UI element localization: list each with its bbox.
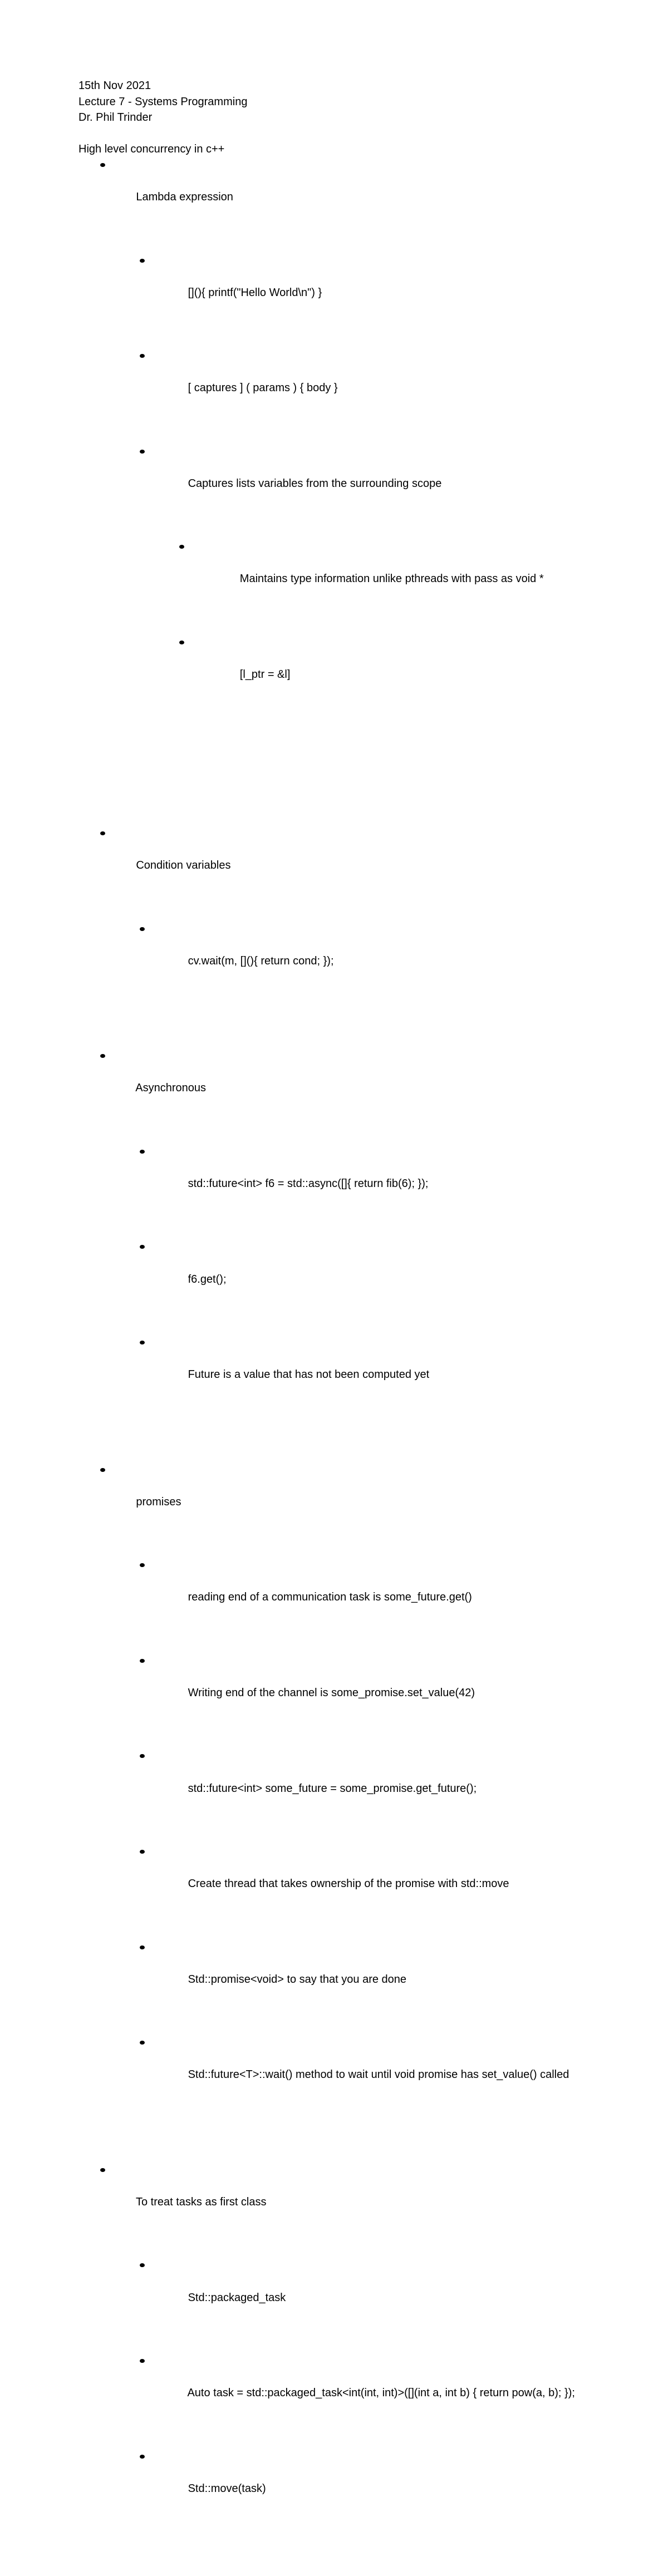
- list-item-label: To treat tasks as first class: [135, 2196, 267, 2208]
- list-item: [117, 1048, 575, 1462]
- bullet-icon: [140, 354, 145, 358]
- bullet-icon: [100, 831, 105, 835]
- bullet-icon: [140, 450, 145, 454]
- list-item: [157, 1239, 575, 1303]
- list-item-label: Condition variables: [136, 859, 231, 872]
- list-item: [117, 1462, 575, 2163]
- list-item-label: [](){ printf("Hello World\n") }: [188, 286, 322, 299]
- lecturer-name: Dr. Phil Trinder: [78, 111, 153, 124]
- list-item: [157, 1940, 575, 2003]
- bullet-icon: [140, 1659, 145, 1663]
- list-item: [117, 826, 575, 1048]
- list-item-label: Maintains type information unlike pthreads with pass as void *: [239, 573, 544, 585]
- list-item: [157, 2449, 575, 2513]
- sub-list: [157, 1112, 575, 1431]
- bullet-icon: [140, 259, 145, 263]
- list-item-label: std::future<int> some_future = some_promise.get_future();: [188, 1782, 477, 1795]
- bullet-icon: [140, 1341, 145, 1344]
- bullet-icon: [140, 1150, 145, 1154]
- bullet-icon: [100, 163, 105, 167]
- lecture-title: Lecture 7 - Systems Programming: [78, 95, 248, 108]
- list-item: [117, 2163, 575, 2576]
- list-item-label: Lambda expression: [136, 191, 233, 204]
- list-item-label: promises: [136, 1495, 181, 1508]
- bullet-icon: [140, 2041, 145, 2045]
- list-item: [157, 1844, 575, 1908]
- bullet-icon: [140, 1245, 145, 1249]
- bullet-icon: [140, 1945, 145, 1949]
- list-item-label: [ captures ] ( params ) { body }: [188, 382, 338, 395]
- list-item-label: reading end of a communication task is some_future.get(): [188, 1591, 472, 1604]
- list-item-label: cv.wait(m, [](){ return cond; });: [188, 954, 334, 967]
- list-item-label: Std::future<T>::wait() method to wait until void promise has set_value() called: [188, 2068, 569, 2081]
- bullet-icon: [140, 1850, 145, 1854]
- list-item: [157, 1335, 575, 1398]
- list-item-label: Writing end of the channel is some_promise.set_value(42): [188, 1687, 475, 1699]
- bullet-icon: [140, 927, 145, 931]
- bullet-icon: [140, 2359, 145, 2363]
- list-item-label: Auto task = std::packaged_task<int(int, int)>([](int a, int b) { return pow(a, b); });: [187, 2387, 575, 2400]
- bullet-icon: [140, 2263, 145, 2267]
- list-item-label: Std::promise<void> to say that you are done: [188, 1973, 407, 1986]
- list-item: [197, 635, 575, 698]
- list-item: [157, 444, 575, 762]
- list-item-label: std::future<int> f6 = std::async([]{ return fib(6); });: [188, 1178, 429, 1190]
- topics-list: [117, 157, 575, 2576]
- bullet-icon: [100, 2168, 105, 2172]
- bullet-icon: [140, 2455, 145, 2459]
- bullet-icon: [100, 1054, 105, 1058]
- list-item-label: Future is a value that has not been computed yet: [188, 1368, 430, 1381]
- bullet-icon: [179, 641, 184, 644]
- list-item-label: [l_ptr = &l]: [239, 668, 291, 681]
- list-item-label: Asynchronous: [135, 1082, 206, 1095]
- list-item-label: Create thread that takes ownership of the promise with std::move: [188, 1878, 509, 1890]
- list-item: [157, 2035, 575, 2099]
- bullet-icon: [179, 545, 184, 549]
- list-item: [157, 2353, 575, 2417]
- lecture-date: 15th Nov 2021: [78, 80, 151, 92]
- list-item: [157, 922, 575, 985]
- list-item: [157, 2258, 575, 2321]
- sub-list: [157, 889, 575, 1017]
- list-item: [157, 348, 575, 412]
- bullet-icon: [140, 1563, 145, 1567]
- sub-list: [157, 2226, 575, 2544]
- list-item: [157, 1144, 575, 1208]
- bullet-icon: [100, 1468, 105, 1472]
- list-item-label: Captures lists variables from the surrounding scope: [188, 477, 442, 490]
- list-item: [157, 1558, 575, 1621]
- list-item: [157, 1748, 575, 1812]
- list-item: [117, 157, 575, 826]
- document-header: [78, 78, 247, 126]
- list-item: [157, 253, 575, 317]
- sub-sub-list: [197, 508, 575, 730]
- list-item-label: Std::packaged_task: [188, 2291, 286, 2304]
- list-item-label: Std::move(task): [188, 2482, 266, 2495]
- section-title: High level concurrency in c++: [78, 143, 225, 155]
- bullet-icon: [140, 1754, 145, 1758]
- list-item: [157, 1653, 575, 1717]
- sub-list: [157, 221, 575, 794]
- sub-list: [157, 1526, 575, 2131]
- list-item-label: f6.get();: [188, 1273, 227, 1285]
- list-item: [197, 539, 575, 603]
